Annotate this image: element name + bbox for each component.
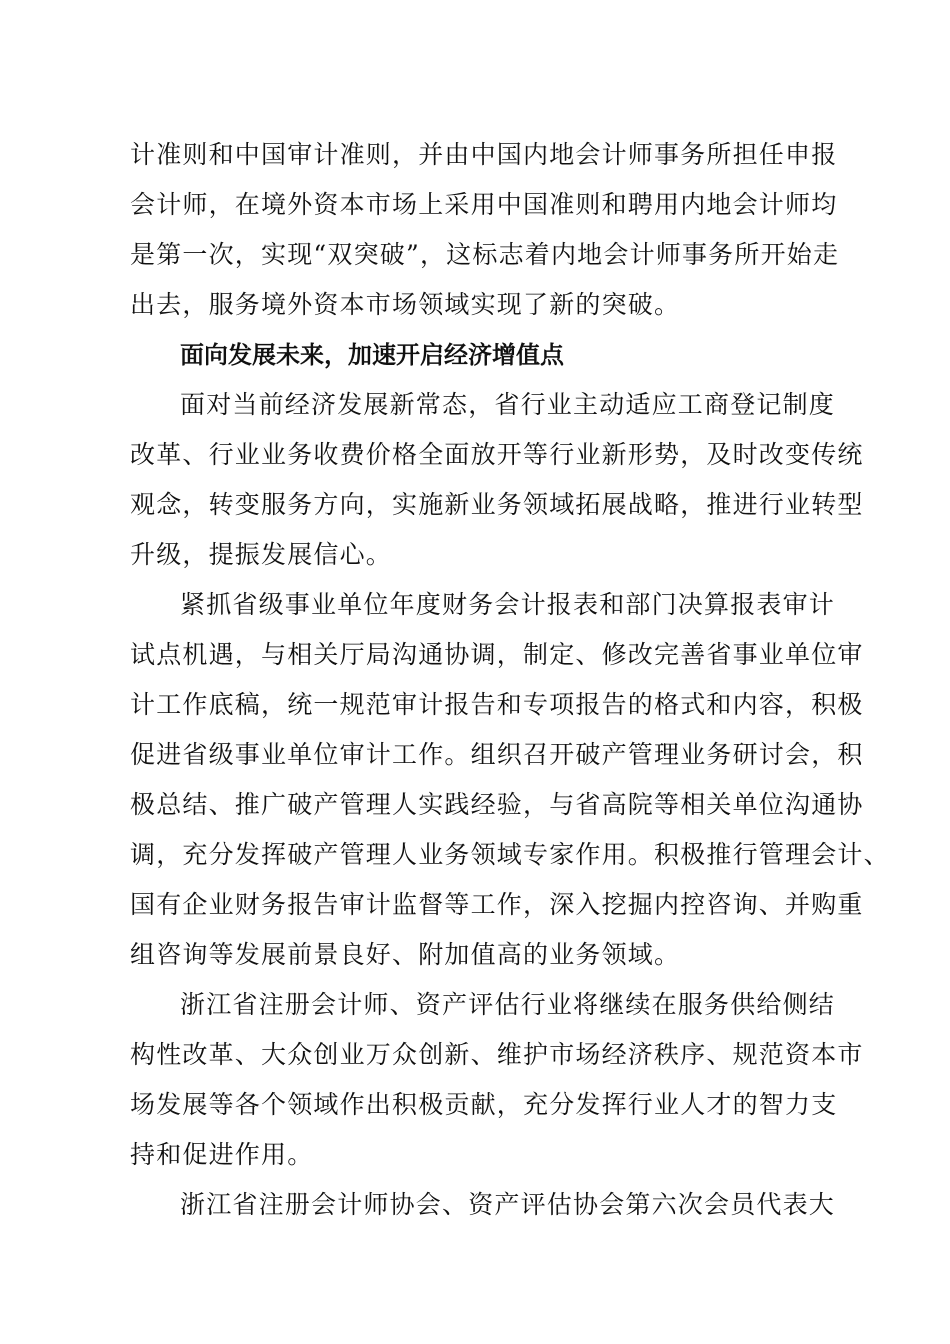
paragraph-3-line-4: 促进省级事业单位审计工作。组织召开破产管理业务研讨会，积 bbox=[130, 740, 864, 769]
paragraph-3-line-1: 紧抓省级事业单位年度财务会计报表和部门决算报表审计 bbox=[180, 590, 836, 619]
paragraph-2-line-3: 观念，转变服务方向，实施新业务领域拓展战略，推进行业转型 bbox=[130, 490, 864, 519]
paragraph-3-line-5: 极总结、推广破产管理人实践经验，与省高院等相关单位沟通协 bbox=[130, 790, 864, 819]
section-heading: 面向发展未来，加速开启经济增值点 bbox=[180, 341, 564, 369]
paragraph-5-line-1: 浙江省注册会计师协会、资产评估协会第六次会员代表大 bbox=[180, 1190, 836, 1219]
paragraph-1-line-1: 计准则和中国审计准则，并由中国内地会计师事务所担任申报 bbox=[130, 140, 838, 169]
paragraph-2-line-2: 改革、行业业务收费价格全面放开等行业新形势，及时改变传统 bbox=[130, 440, 864, 469]
paragraph-3-line-6: 调，充分发挥破产管理人业务领域专家作用。积极推行管理会计、 bbox=[130, 840, 890, 869]
paragraph-3-line-8: 组咨询等发展前景良好、附加值高的业务领域。 bbox=[130, 940, 681, 969]
paragraph-4-line-4: 持和促进作用。 bbox=[130, 1140, 314, 1169]
paragraph-2-line-1: 面对当前经济发展新常态，省行业主动适应工商登记制度 bbox=[180, 390, 836, 419]
paragraph-4-line-2: 构性改革、大众创业万众创新、维护市场经济秩序、规范资本市 bbox=[130, 1040, 864, 1069]
paragraph-1-line-2: 会计师，在境外资本市场上采用中国准则和聘用内地会计师均 bbox=[130, 190, 838, 219]
paragraph-3-line-2: 试点机遇，与相关厅局沟通协调，制定、修改完善省事业单位审 bbox=[130, 640, 864, 669]
paragraph-1-line-4: 出去，服务境外资本市场领域实现了新的突破。 bbox=[130, 290, 681, 319]
paragraph-1-line-3: 是第一次，实现“双突破”，这标志着内地会计师事务所开始走 bbox=[130, 240, 840, 269]
paragraph-3-line-3: 计工作底稿，统一规范审计报告和专项报告的格式和内容，积极 bbox=[130, 690, 864, 719]
paragraph-4-line-1: 浙江省注册会计师、资产评估行业将继续在服务供给侧结 bbox=[180, 990, 836, 1019]
paragraph-2-line-4: 升级，提振发展信心。 bbox=[130, 540, 393, 569]
paragraph-3-line-7: 国有企业财务报告审计监督等工作，深入挖掘内控咨询、并购重 bbox=[130, 890, 864, 919]
paragraph-4-line-3: 场发展等各个领域作出积极贡献，充分发挥行业人才的智力支 bbox=[130, 1090, 838, 1119]
